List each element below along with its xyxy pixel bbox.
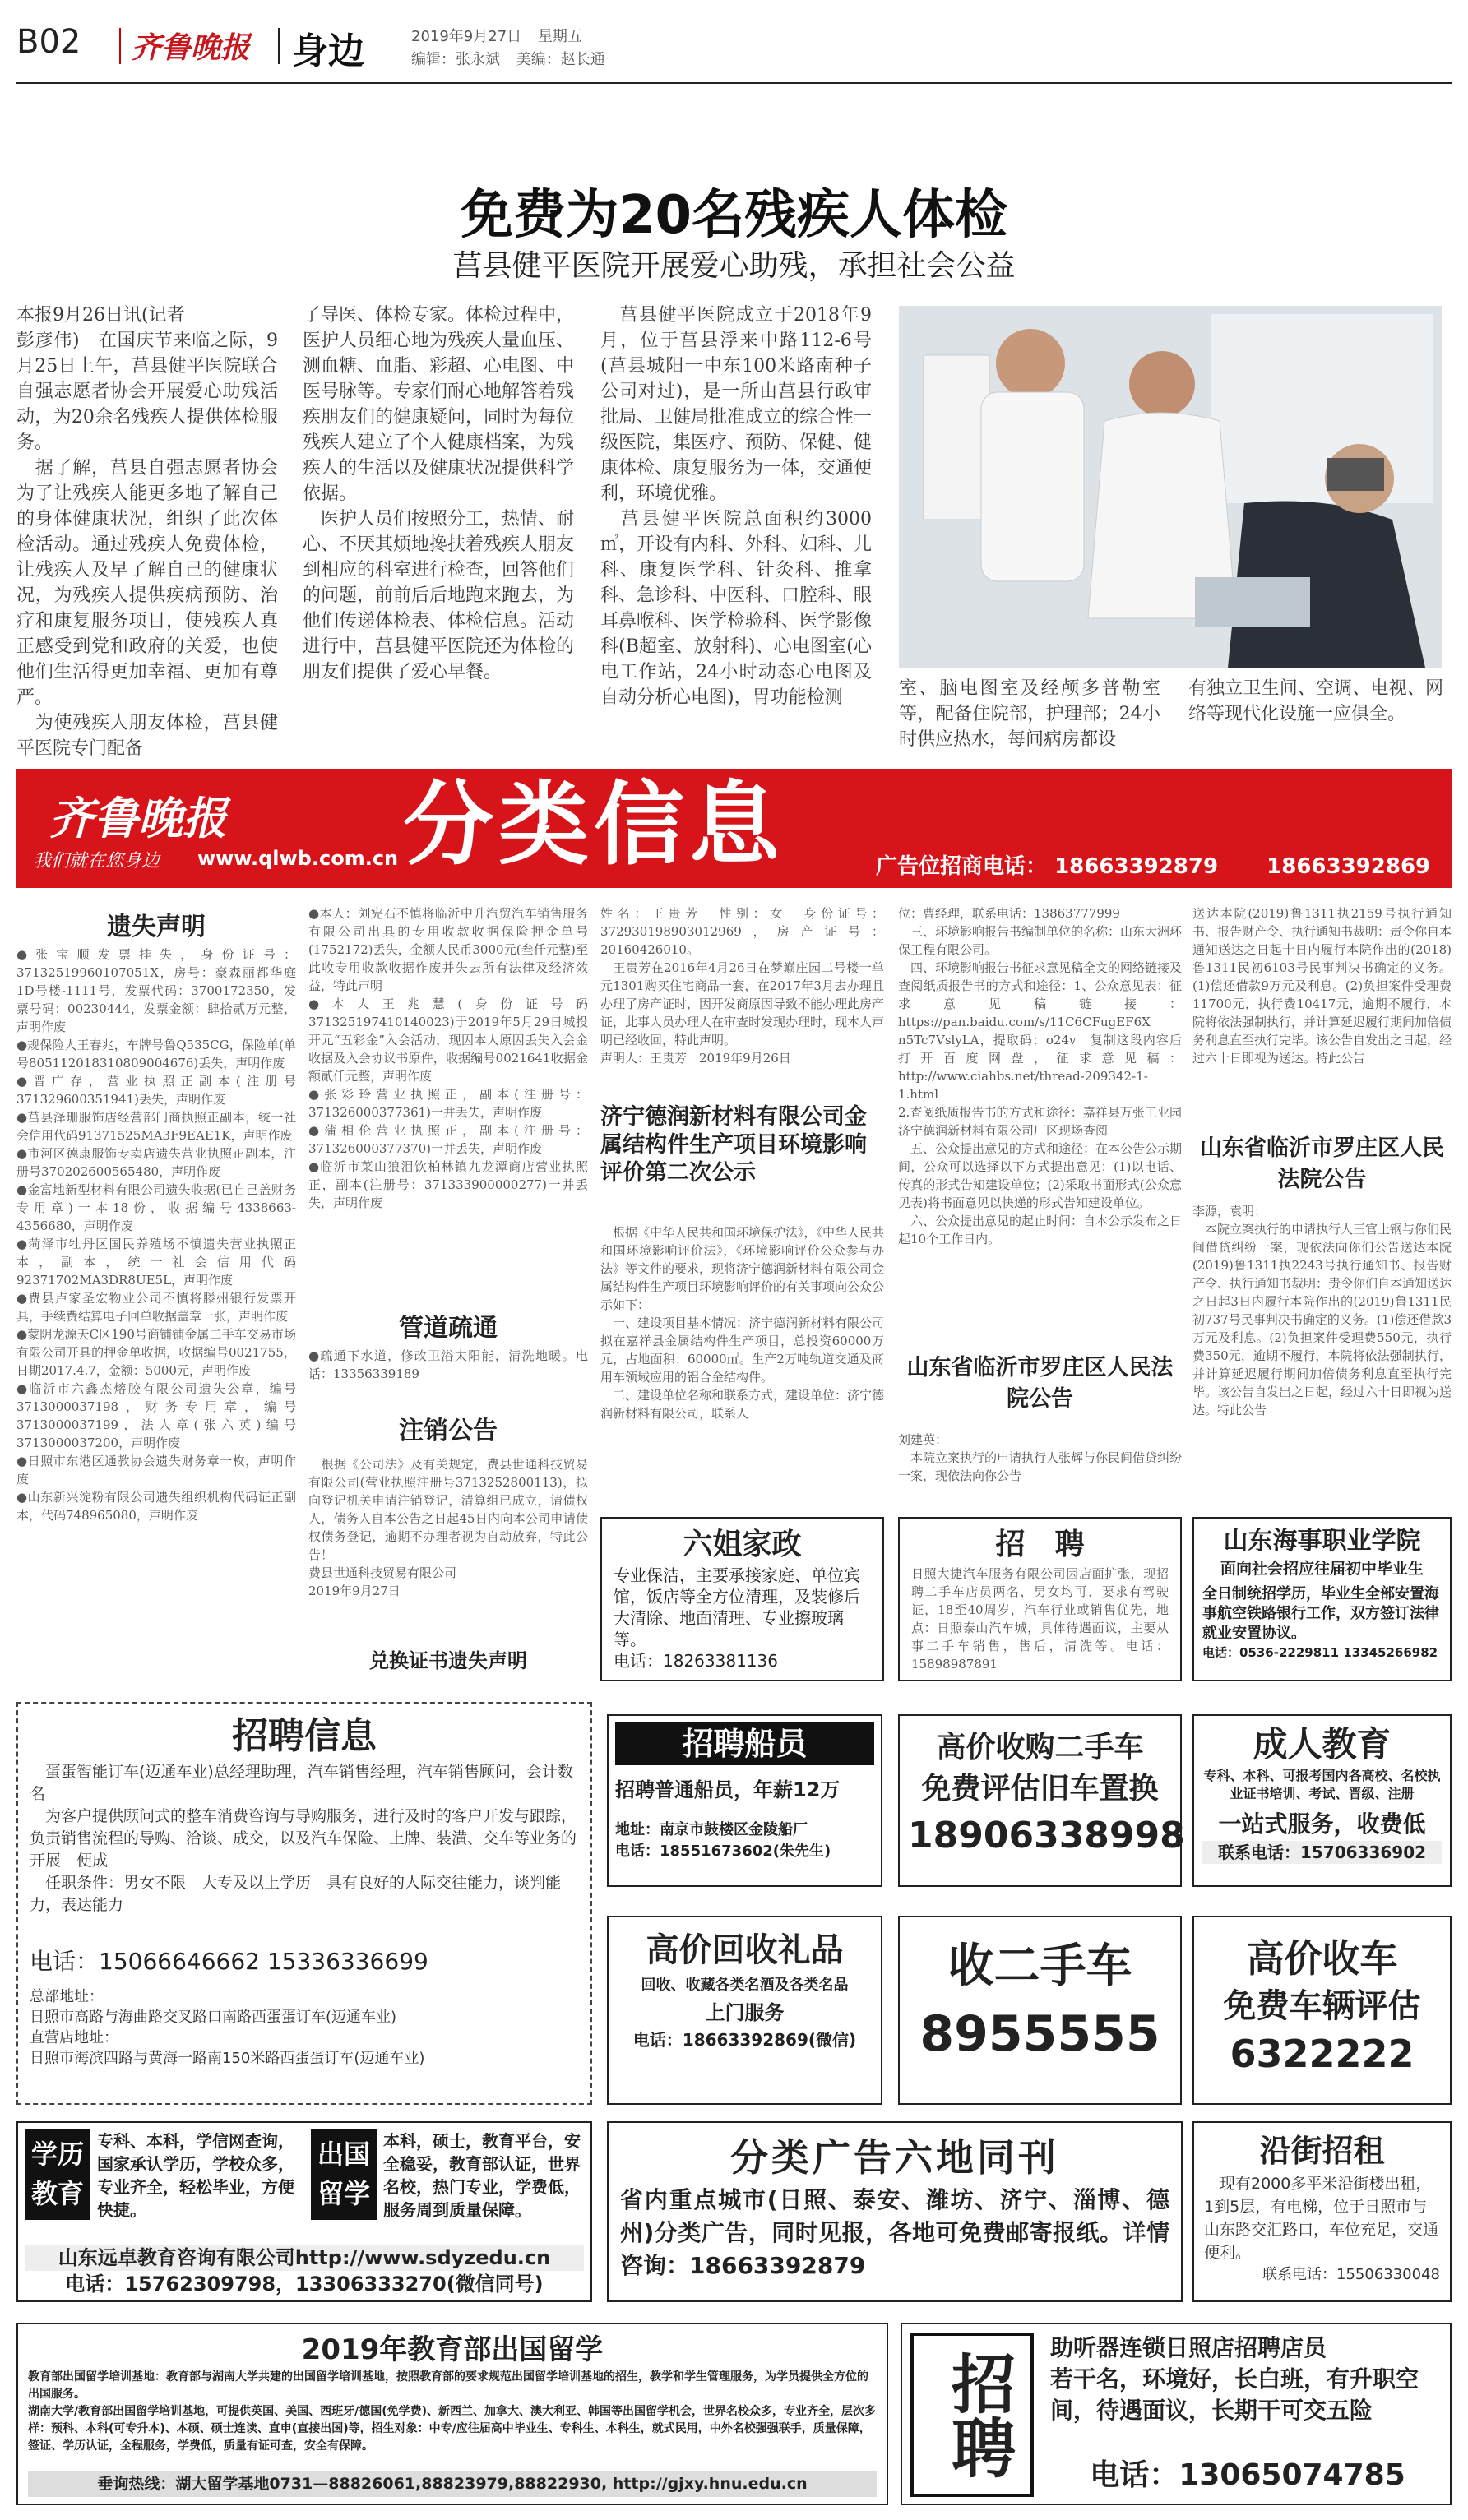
hotline-label: 广告位招商电话： <box>876 854 1048 879</box>
article-column-4b: 有独立卫生间、空调、电视、网络等现代化设施一应俱全。 <box>1188 678 1443 724</box>
ad-study-text-1: 专科、本科，学信网查询，国家承认学历，学校众多，专业齐全，轻松毕业，方便快捷。 <box>97 2131 294 2220</box>
ad-adult-edu-title: 成人教育 <box>1253 1724 1392 1764</box>
ad-buy-used-car <box>898 1714 1185 1887</box>
ad-hearing-tag: 招聘 <box>910 2333 1034 2497</box>
ad-abroad-hotline: 垂询热线：湖大留学基地0731—88826061,88823979,88822930, http://gjxy.hnu.edu.cn <box>28 2471 877 2497</box>
article-column-4a: 室、脑电图室及经颅多普勒室等，配备住院部，护理部；24小时供应热水，每间病房都设 <box>899 678 1160 750</box>
ad-job-addr-2: 日照市海滨四路与黄海一路南150米路西蛋蛋订车(迈通车业) <box>30 2050 425 2067</box>
header-divider <box>119 28 121 64</box>
ad-study-tag-1b: 教育 <box>30 2178 84 2209</box>
ad-gift-recycle <box>607 1916 882 2105</box>
ad-buy-used-car-sub: 免费评估旧车置换 <box>921 1772 1159 1806</box>
ad-hearing-title: 助听器连锁日照店招聘店员 <box>1050 2334 1327 2361</box>
article-column-3: 莒县健平医院成立于2018年9月，位于莒县浮来中路112-6号(莒县城阳一中东100米路南种子公司对过)，是一所由莒县行政审批局、卫健局批准成立的综合性一级医院，集医疗、预防、保健、健康体检、康复服务为一体，交通便利，环境优雅。 莒县健平医院总面积约3000㎡，开设有内科、外科、妇科、儿科、康复医学科、针灸科、推拿科、急诊科、中医科、口腔科、眼耳鼻喉科、医学检验科、医学影像科(B超室、放射科)、心电图室(心电工作站，24小时动态心电图及自动分析心电图)，胃功能检测 <box>600 305 872 708</box>
pipe-text: ●疏通下水道，修改卫浴太阳能，清洗地暖。电话：13356339189 <box>308 1348 588 1381</box>
editors <box>411 48 605 69</box>
ad-buy-used-car-phone: 18906338998 <box>908 1815 1185 1856</box>
header-rule <box>16 82 1452 84</box>
section-name: 身边 <box>292 30 364 72</box>
ad-maritime-school <box>1192 1517 1452 1681</box>
ad-job-addr-label-1: 总部地址： <box>30 1988 104 2005</box>
issue-date <box>411 25 582 46</box>
banner-logo: 齐鲁晚报 <box>49 792 227 844</box>
ad-housekeeping-phone: 电话：18263381136 <box>614 1651 778 1671</box>
ad-housekeeping <box>600 1517 884 1681</box>
article-title: 免费为20名残疾人体检 <box>460 185 1008 246</box>
article-column-1: 本报9月26日讯(记者 彭彦伟) 在国庆节来临之际，9月25日上午，莒县健平医院联合自强志愿者协会开展爱心助残活动，为20余名残疾人提供体检服务。 据了解，莒县自强志愿者协会为了让残疾人能更多地了解自己的身体健康状况，组织了此次体检活动。通过残疾人免费体检，让残疾人及早了解自己的健康状况，为残疾人提供疾病预防、治疗和康复服务项目，使残疾人真正感受到党和政府的关爱，也使他们生活得更加幸福、更加有尊严。 为使残疾人朋友体检，莒县健平医院专门配备 <box>16 305 278 759</box>
pipe-title: 管道疏通 <box>399 1314 498 1343</box>
ad-sell-used-car-title: 收二手车 <box>947 1940 1132 1993</box>
ad-adult-edu-slogan: 一站式服务，收费低 <box>1218 1810 1426 1838</box>
ad-recruit-small-title: 招 聘 <box>995 1528 1085 1561</box>
ad-school-sub: 面向社会招应往届初中毕业生 <box>1220 1560 1424 1578</box>
lost-notice-text: ●张宝顺发票挂失，身份证号：371325199601070​51X，房号：豪森丽都华庭1D号楼-1111号，发票代码：370017235​0，发票号码：00230444，发票金额：肆拾贰万元整，声明作废 ●规保险人王春兆，车牌号鲁Q535CG，保险单(单号805112018310809004676)丢失，声明作废 ●晋广存，营业执照正副本(注册号371329600351941)丢失，声明作废 ●莒县泽珊服饰店经营部门商执照正副本，统一社会信用代码91371525MA3F9EAE1K，声明作废 ●市河区德康服饰专卖店遗失营业执照正副本，注册号370202600565480，声明作废 ●金富地新型材料有限公司遗失收据(已自己盖财务专用章)一本18份，收据编号4338663-4356680，声明作废 ●菏泽市牡丹区国民养殖场不慎遗失营业执照正本，副本，统一社会信用代码92371702MA3DR8UE5L，声明作废 ●费县卢家圣宏物业公司不慎将滕州银行发票开具，手续费结算电子回单收据盖章一张，声明作废 ●蒙阴龙源天C区190号商铺铺金属二手车交易市场有限公司开具的押金单收据，收据编号0021755，日期2017.4.7，金额：5000元，声明作废 ●临沂市六鑫杰熔胶有限公司遗失公章，编号3713000037198，财务专用章，编号3713000037199，法人章(张六英)编号3713000037200，声明作废 ●日照市东港区通教协会遗失财务章一枚，声明作废 ●山东新兴淀粉有限公司遗失组织机构代码证正副本，代码748965080，声明作废 <box>16 947 296 1523</box>
cancel-notice-text: 根据《公司法》及有关规定，费县世通科技贸易有限公司(营业执照注册号37132528001​13)，拟向登记机关申请注销登记，清算组已成立，请债权人，债务人自本公告之日起45日内向本公司申请债权债务登记，逾期不办理者视为自动放弃，特此公告！ 费县世通科技贸易有限公司 2019年9月27日 <box>308 1457 588 1598</box>
ad-gift-text: 回收、收藏各类名酒及各类名品 <box>641 1977 849 1994</box>
col4-notice: 位：曹经理，联系电话：13863777999 三、环境影响报告书编制单位的名称：山东大洲环保工程有限公司。 四、环境影响报告书征求意见稿全文的网络链接及查阅纸质报告书的方式和途径：1、公众意见表：征求意见稿链接：https://pan.baidu.com/s/11C6CFugEF6X n5Tc7VslyLA，提取码：o24v 复制这段内容后打开百度网盘，征求意见稿：http://www.ciahbs.net/thread-209342-1-1.html 2.查阅纸质报告书的方式和途径：嘉祥县万张工业园济宁德润新材料有限公司厂区现场查阅 五、公众提出意见的方式和途径：在本公告公示期间，公众可以选择以下方式提出意见：(1)以电话、传真的形式告知建设单位；(2)采取书面形式(公众意见表)将书面意见以快递的形式告知建设单位。 六、公众提出意见的起止时间：自本公示发布之日起10个工作日内。 <box>898 906 1182 1246</box>
ad-buy-car-title: 高价收车 <box>1246 1936 1398 1981</box>
ad-recruit-small-text: 日照大捷汽车服务有限公司因店面扩张，现招聘二手车店员两名，男女均可，要求有驾驶证，18至40周岁，汽车行业或销售优先，地点：日照泰山汽车城，具体待遇面议，主要从事二手车销售，售后，清洗等。电话：15898987891 <box>911 1566 1169 1672</box>
article-column-2: 了导医、体检专家。体检过程中，医护人员细心地为残疾人量血压、测血糖、血脂、彩超、心电图、中医号脉等。专家们耐心地解答着残疾朋友们的健康疑问，同时为每位残疾人建立了个人健康档案，为残疾人的生活以及健康状况提供科学依据。 医护人员们按照分工，热情、耐心、不厌其烦地搀扶着残疾人朋友到相应的科室进行检查，回答他们的问题，前前后后地跑来跑去，为他们传递体检表、体检信息。活动进行中，莒县健平医院还为体检的朋友们提供了爱心早餐。 <box>303 305 574 682</box>
ad-street-rent <box>1192 2121 1452 2302</box>
court-notice-text: 刘建英： 本院立案执行的申请执行人张辉与你民间借贷纠纷一案，现依法向你公告 <box>898 1432 1182 1483</box>
ad-sailor <box>607 1714 882 1887</box>
hotline-phone-1: 18663392879 <box>1054 854 1219 879</box>
lost-notice-title: 遗失声明 <box>107 913 206 941</box>
ad-job-info <box>16 1702 592 2105</box>
ad-buy-car-phone: 6322222 <box>1230 2032 1415 2076</box>
header-brand-logo: 齐鲁晚报 <box>132 31 251 65</box>
ad-sailor-text: 招聘普通船员，年薪12万 <box>615 1778 841 1801</box>
ad-job-phone: 电话：15066646662 15336336699 <box>30 1948 428 1975</box>
ad-hearing-phone: 电话：13065074785 <box>1090 2458 1405 2492</box>
ad-study-company: 山东远卓教育咨询有限公司http://www.sdyzedu.cn <box>25 2245 584 2271</box>
ad-gift-sub: 上门服务 <box>705 2001 785 2024</box>
ad-sell-used-car <box>898 1916 1182 2105</box>
ad-study-tag-2a: 出国 <box>317 2139 370 2170</box>
ad-job-text: 蛋蛋智能订车(迈通车业)总经理助理，汽车销售经理，汽车销售顾问，会计数名 为客户提供顾问式的整车消费咨询与导购服务，进行及时的客户开发与跟踪，负责销售流程的导购、洽谈、成交，以及汽车保险、上牌、装潢、交车等业务的开展 便成 任职条件：男女不限 大专及以上学历 具有良好的人际交往能力，谈判能力，表达能力 <box>30 1763 577 1914</box>
ad-street-rent-phone: 联系电话：15506330048 <box>1262 2266 1440 2283</box>
court2-notice-title: 山东省临沂市罗庄区人民法院公告 <box>1200 1135 1444 1192</box>
ad-gift-phone: 电话：18663392869(微信) <box>632 2030 857 2050</box>
ad-school-title: 山东海事职业学院 <box>1223 1527 1421 1556</box>
art-editor-text: 美编：赵长通 <box>516 51 605 68</box>
ad-study-tag-1 <box>25 2129 90 2220</box>
col2-notices: ●本人：刘宪石不慎将临沂中升汽贸汽车销售服务有限公司出具的专用收款收据保险押金单号(1752172)丢失，金额人民币3000元(叁仟元整)至此收专用收款收据作废并失去所有法律及经济效益，特此声明 ●本人王兆慧(身份证号码371325197410140023)于2019年5月29日城投开元“五彩金”入会活动，现因本人原因丢失入会金收据及入会协议书原件，收据编号0021641收据金额贰仟元整，声明作废 ●张彩玲营业执照正，副本(注册号：371326000377361)一并丢失，声明作废 ●蒲相伦营业执照正，副本(注册号：371326000377370)一并丢失，声明作废 ●临沂市菜山狼泪饮柏林镇九龙潭商店营业执照正，副本(注册号：371333900000277)一并丢失，声明作废 <box>308 906 588 1210</box>
page-header <box>16 16 1452 82</box>
ad-housekeeping-text: 专业保洁，主要承接家庭、单位宾馆，饭店等全方位清理，及装修后大清除、地面清理、专业擦玻璃等。 <box>614 1565 860 1649</box>
env-notice-title: 济宁德润新材料有限公司金属结构件生产项目环境影响评价第二次公示 <box>600 1104 867 1186</box>
ad-street-rent-text: 现有2000多平米沿街楼出租，1到5层，有电梯，位于日照市与山东路交汇路口，车位充足，交通便利。 <box>1204 2175 1439 2262</box>
ad-adult-edu <box>1192 1714 1452 1887</box>
banner-slogan: 我们就在您身边 <box>33 851 160 872</box>
court2-notice-text: 李源，袁明： 本院立案执行的申请执行人王官土钢与你们民间借贷纠纷一案，现依法向你们公告送达本院(2019)鲁1311执2243号执行通知书、报告财产令、执行通知书裁明：责令你们自本通知送达之日起3日内履行本院作出的(2019)鲁1311民初737号民事判决书确定的义务。(1)偿还借款3万元及利息。(2)负担案件受理费550元，执行费350元，逾期不履行，本院将依法强制执行，并计算延迟履行期间加倍债务利息直至执行完毕。该公告自发出之日起，经过六十日即视为送达。特此公告 <box>1192 1204 1452 1417</box>
cancel-notice-title: 注销公告 <box>399 1417 498 1445</box>
photo-illustration <box>899 306 1442 668</box>
ad-six-cities-title: 分类广告六地同刊 <box>730 2135 1059 2180</box>
ad-buy-used-car-title: 高价收购二手车 <box>936 1731 1144 1764</box>
ad-sailor-title: 招聘船员 <box>615 1722 874 1765</box>
editor-text: 编辑：张永斌 <box>411 51 500 68</box>
ad-street-rent-title: 沿街招租 <box>1259 2133 1385 2169</box>
banner-url: www.qlwb.com.cn <box>197 847 399 870</box>
ad-hearing-text: 若干名，环境好，长白班，有升职空间，待遇面议，长期干可交五险 <box>1050 2365 1419 2424</box>
ad-job-title: 招聘信息 <box>232 1715 377 1757</box>
ad-six-cities <box>607 2121 1183 2302</box>
ad-sailor-addr: 地址：南京市鼓楼区金陵船厂 <box>615 1821 808 1838</box>
env-notice-text: 根据《中华人民共和国环境保护法》，《中华人民共和国环境影响评价法》，《环境影响评价公众参与办法》等文件的要求，现将济宁德润新材料有限公司金属结构件生产项目环境影响评价的有关事项向公众公示如下： 一、建设项目基本情况：济宁德润新材料有限公司拟在嘉祥县金属结构件生产项目，总投资600​00万元，占地面积：60000㎡。生产2万吨轨道交通及商用车领域应用的铝合金结构件。 二、建设单位名称和联系方式，建设单位：济宁德润新材料有限公司，联系人 <box>600 1225 884 1421</box>
ad-adult-edu-text: 专科、本科、可报考国内各高校、名校执业证书培训、考试、晋级、注册 <box>1203 1768 1441 1801</box>
hotline-phone-2: 18663392869 <box>1267 854 1431 879</box>
article-subtitle: 莒县健平医院开展爱心助残，承担社会公益 <box>452 249 1016 283</box>
ad-buy-car-sub: 免费车辆评估 <box>1223 1987 1421 2025</box>
ad-school-phone: 电话：0536-2229811 13345266982 <box>1202 1645 1438 1660</box>
ad-adult-edu-phone: 联系电话：15706336902 <box>1202 1841 1442 1864</box>
page-number: B02 <box>16 23 81 61</box>
banner-title: 分类信息 <box>403 772 785 877</box>
ad-housekeeping-title: 六姐家政 <box>683 1528 802 1561</box>
ad-sailor-phone: 电话：18551673602(朱先生) <box>615 1843 831 1860</box>
ad-study-phone: 电话：15762309798，13306333270(微信同号) <box>65 2273 544 2296</box>
ad-study-tag-2 <box>311 2129 377 2220</box>
ad-study <box>16 2121 592 2302</box>
ad-abroad-text: 教育部出国留学培训基地：教育部与湖南大学共建的出国留学培训基地，按照教育部的要求规范出国留学培训基地的招生，教学和学生管理服务，为学员提供全方位的出国服务。 湖南大学/教育部出国留学培训基地，可提供英国、美国、西班牙/德国(免学费)、新西兰、加拿大、澳大利亚、韩国等出国留学机会，世界名校众多，专业齐全，层次多样：预科、本科(可专升本)、本硕、硕士连读、直申(直接出国)等，招生对象：中专/应往届高中毕业生、专科生、本科生，就式民用，中外名校强强联手，质量保障，签证、学历认证，全程服务，学费低，质量有证可查，安全有保障。 <box>28 2370 877 2453</box>
ad-abroad <box>16 2323 888 2505</box>
article-photo <box>899 306 1442 668</box>
banner-hotline <box>876 849 1430 880</box>
ad-job-addr-label-2: 直营店地址： <box>30 2029 118 2046</box>
ad-hearing-aid <box>901 2323 1452 2505</box>
ad-recruit-small <box>898 1517 1182 1681</box>
ad-gift-title: 高价回收礼品 <box>646 1931 844 1969</box>
court-notice-title: 山东省临沂市罗庄区人民法院公告 <box>906 1355 1174 1412</box>
ad-abroad-title: 2019年教育部出国留学 <box>301 2333 604 2366</box>
ad-study-tag-1a: 学历 <box>30 2139 84 2170</box>
ad-six-cities-text: 省内重点城市(日照、泰安、潍坊、济宁、淄博、德州)分类广告，同时见报，各地可免费邮寄报纸。详情咨询：18663392879 <box>620 2186 1169 2279</box>
header-divider-2 <box>278 28 280 64</box>
ad-study-text-2: 本科，硕士，教育平台，安全稳妥，教育部认证，世界名校，热门专业，学费低，服务周到质量保障。 <box>383 2131 581 2220</box>
classified-banner <box>16 769 1452 888</box>
date-text: 2019年9月27日 <box>411 28 522 45</box>
ad-school-text: 全日制统招学历，毕业生全部安置海事航空铁路银行工作，双方签订法律就业安置协议。 <box>1202 1585 1439 1642</box>
col5-notice: 送达本院(2019)鲁1311执2159号执行通知书、报告财产令、执行通知书裁明：责令你自本通知送达之日起十日内履行本院作出的(2018)鲁1311民初6103号民事判决书确定的义务。(1)偿还借款9万元及利息。(2)负担案件受理费11700元，执行费10417元，逾期不履行，本院将依法强制执行，并计算延迟履行期间加倍债务利息直至执行完毕。该公告自发出之日起，经过六十日即视为送达。特此公告 <box>1192 906 1452 1066</box>
ad-job-addr-1: 日照市高路与海曲路交叉路口南路西蛋蛋订车(迈通车业) <box>30 2009 397 2026</box>
ad-sell-used-car-phone: 8955555 <box>919 2005 1160 2063</box>
replace-notice-title: 兑换证书遗失声明 <box>369 1649 527 1672</box>
ad-study-tag-2b: 留学 <box>317 2178 370 2209</box>
ad-buy-car-high <box>1192 1916 1452 2105</box>
col3-notice: 姓名：王贵芳 性别：女 身份证号：372930198903012969，房产证号：20160426010。 王贵芳在2016年4月26日在梦巅庄园二号楼一单元1301购买住宅商品一套，在2017年3月去办理且办理了房产证时，因开发商原因导致不能办理此房产证，此事人员办理人在审查时发现办理时，现本人声明已经收回，特此声明。 声明人：王贵芳 2019年9月26日 <box>600 906 884 1066</box>
weekday-text: 星期五 <box>537 28 582 45</box>
